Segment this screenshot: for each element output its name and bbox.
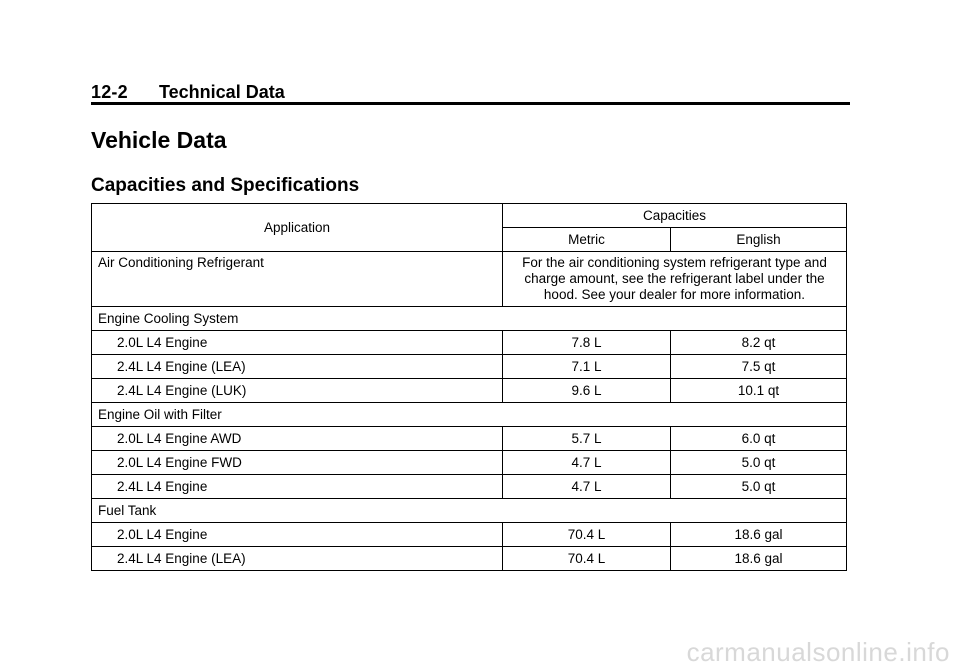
table-group-row bbox=[92, 403, 847, 427]
english-cell: 5.0 qt bbox=[671, 475, 847, 499]
table-row bbox=[92, 547, 847, 571]
page-number: 12-2 bbox=[91, 82, 128, 102]
metric-cell: 5.7 L bbox=[503, 427, 671, 451]
english-cell: 18.6 gal bbox=[671, 547, 847, 571]
table-row bbox=[92, 331, 847, 355]
section-title: Vehicle Data bbox=[91, 127, 227, 153]
english-cell: 10.1 qt bbox=[671, 379, 847, 403]
page-header bbox=[91, 82, 850, 104]
group-label: Engine Oil with Filter bbox=[92, 403, 847, 427]
table-row bbox=[92, 355, 847, 379]
table-row bbox=[92, 427, 847, 451]
metric-cell: 9.6 L bbox=[503, 379, 671, 403]
english-cell: 7.5 qt bbox=[671, 355, 847, 379]
header-rule bbox=[91, 102, 850, 105]
metric-cell: 7.1 L bbox=[503, 355, 671, 379]
header-application: Application bbox=[92, 204, 503, 252]
chapter-title: Technical Data bbox=[159, 82, 285, 102]
english-cell: 8.2 qt bbox=[671, 331, 847, 355]
metric-cell: 70.4 L bbox=[503, 523, 671, 547]
table-row bbox=[92, 379, 847, 403]
table-row bbox=[92, 451, 847, 475]
refrigerant-label: Air Conditioning Refrigerant bbox=[92, 252, 503, 307]
english-cell: 6.0 qt bbox=[671, 427, 847, 451]
engine-cell: 2.0L L4 Engine bbox=[92, 523, 503, 547]
engine-cell: 2.4L L4 Engine (LEA) bbox=[92, 355, 503, 379]
table-row-refrigerant bbox=[92, 252, 847, 307]
engine-cell: 2.4L L4 Engine bbox=[92, 475, 503, 499]
header-metric: Metric bbox=[503, 228, 671, 252]
english-cell: 18.6 gal bbox=[671, 523, 847, 547]
metric-cell: 70.4 L bbox=[503, 547, 671, 571]
engine-cell: 2.0L L4 Engine bbox=[92, 331, 503, 355]
english-cell: 5.0 qt bbox=[671, 451, 847, 475]
header-english: English bbox=[671, 228, 847, 252]
watermark: carmanualsonline.info bbox=[686, 637, 950, 667]
engine-cell: 2.4L L4 Engine (LUK) bbox=[92, 379, 503, 403]
table-group-row bbox=[92, 307, 847, 331]
group-label: Fuel Tank bbox=[92, 499, 847, 523]
engine-cell: 2.0L L4 Engine AWD bbox=[92, 427, 503, 451]
engine-cell: 2.0L L4 Engine FWD bbox=[92, 451, 503, 475]
table-group-row bbox=[92, 499, 847, 523]
metric-cell: 4.7 L bbox=[503, 451, 671, 475]
header-capacities: Capacities bbox=[503, 204, 847, 228]
subsection-title: Capacities and Specifications bbox=[91, 175, 360, 196]
metric-cell: 7.8 L bbox=[503, 331, 671, 355]
metric-cell: 4.7 L bbox=[503, 475, 671, 499]
table-row bbox=[92, 475, 847, 499]
group-label: Engine Cooling System bbox=[92, 307, 847, 331]
refrigerant-note: For the air conditioning system refrigerant type and charge amount, see the refrigerant label under the hood. See your dealer for more information. bbox=[503, 252, 847, 307]
table-row bbox=[92, 523, 847, 547]
engine-cell: 2.4L L4 Engine (LEA) bbox=[92, 547, 503, 571]
capacities-table bbox=[91, 203, 847, 571]
